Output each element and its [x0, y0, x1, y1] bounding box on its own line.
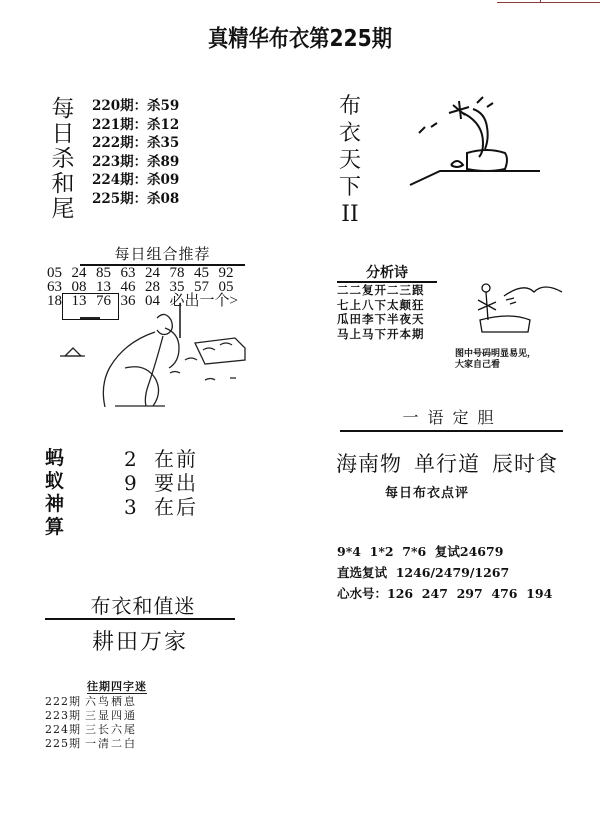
- period: 221期：: [92, 116, 148, 133]
- label-char: 蚁: [45, 470, 65, 492]
- number-picks: [337, 541, 552, 604]
- list-item: [92, 116, 179, 135]
- combo-number: 18: [47, 293, 62, 309]
- combo-number: 63: [47, 279, 62, 295]
- poem-line: 马上马下开本期: [337, 326, 425, 341]
- one-word-heading: 一语定胆: [402, 408, 503, 427]
- top-border-line: [497, 0, 600, 3]
- label-char: 尾: [51, 196, 75, 222]
- combo-note: 必出一个>: [169, 293, 238, 309]
- combo-number: 36: [120, 293, 136, 309]
- daily-kill-label: [50, 97, 76, 222]
- ant-text: 要出: [154, 471, 198, 495]
- list-item: [92, 171, 179, 190]
- label-char: II: [341, 202, 359, 227]
- label-char: 布: [338, 94, 361, 119]
- ant-god-label: [45, 447, 69, 539]
- kill-value: 杀12: [147, 116, 180, 133]
- period: 223期：: [92, 153, 148, 170]
- combo-row: [47, 280, 243, 294]
- buyi-riddle-answer: 耕田万家: [91, 630, 188, 655]
- list-item: [124, 471, 198, 495]
- list-item: [92, 153, 179, 172]
- period: 225期: [45, 737, 81, 750]
- ant-text: 在后: [154, 495, 198, 519]
- combo-number: 13: [96, 279, 111, 295]
- combo-number: 04: [145, 293, 160, 309]
- combo-number: 05: [47, 265, 62, 281]
- combo-number: 92: [218, 265, 234, 281]
- kill-value: 杀09: [147, 172, 180, 188]
- flower-pot-illustration: [474, 280, 569, 335]
- daily-comment-heading: 每日布衣点评: [385, 486, 470, 501]
- period: 222期: [45, 695, 81, 708]
- combo-number: 13: [71, 293, 87, 309]
- label-char: 每: [51, 96, 75, 122]
- list-item: [92, 190, 179, 209]
- list-item: [45, 737, 137, 751]
- label-char: 蚂: [45, 447, 65, 469]
- kill-value: 杀35: [147, 135, 180, 151]
- list-item: [92, 134, 179, 153]
- list-item: [45, 723, 137, 737]
- ant-text: 在前: [154, 447, 198, 471]
- analysis-poem-body: [337, 283, 425, 341]
- label-char: 神: [45, 493, 65, 515]
- pick-line: 直选复试 1246/2479/1267: [337, 565, 510, 580]
- pick-line: 9*4 1*2 7*6 复试24679: [337, 544, 504, 559]
- combo-number: 76: [96, 293, 111, 309]
- label-char: 算: [45, 516, 65, 538]
- label-char: 和: [51, 171, 75, 197]
- label-char: 下: [338, 175, 361, 200]
- poem-note: [455, 349, 536, 371]
- label-char: 衣: [338, 121, 361, 146]
- list-item: [92, 97, 179, 116]
- ant-god-rows: [124, 447, 198, 519]
- combo-number: 08: [71, 279, 87, 295]
- riddle-text: 三长六尾: [85, 723, 137, 736]
- list-item: [45, 695, 137, 709]
- ant-number: 2: [124, 447, 137, 471]
- label-char: 日: [51, 121, 75, 147]
- past-riddle-list: [45, 695, 137, 751]
- kill-value: 杀59: [147, 98, 180, 114]
- list-item: [45, 709, 137, 723]
- page-title: 真精华布衣第225期: [208, 26, 392, 52]
- combo-row: [47, 266, 243, 280]
- kill-value: 杀89: [147, 153, 180, 170]
- clue-word: 辰时食: [492, 452, 558, 476]
- period: 220期：: [92, 98, 148, 114]
- period: 224期：: [92, 172, 148, 188]
- divider: [340, 430, 563, 432]
- daily-combo-heading: 每日组合推荐: [80, 245, 245, 266]
- label-char: 天: [338, 148, 361, 173]
- ant-number: 3: [124, 495, 137, 519]
- period: 225期：: [92, 190, 148, 207]
- combo-number: 78: [169, 265, 185, 281]
- label-char: 杀: [51, 146, 75, 172]
- ant-number: 9: [124, 471, 137, 495]
- combo-number: 35: [169, 279, 185, 295]
- buyi-tianxia-label: [336, 93, 364, 228]
- one-word-clues: [336, 448, 570, 478]
- poem-line: 二二复开二三跟: [337, 283, 425, 297]
- note-line: 大家自己看: [455, 360, 501, 370]
- period: 222期：: [92, 135, 148, 151]
- pick-line: 心水号：126 247 297 476 194: [337, 586, 553, 601]
- scholar-illustration: [45, 298, 250, 408]
- combo-number: 28: [145, 279, 160, 295]
- combo-number: 05: [218, 279, 234, 295]
- combo-number: 85: [96, 265, 111, 281]
- daily-kill-list: [92, 97, 179, 208]
- clue-word: 海南物: [336, 452, 402, 476]
- buyi-riddle-heading: 布衣和值迷: [90, 594, 196, 618]
- clue-word: 单行道: [414, 452, 480, 476]
- combo-number: 24: [71, 265, 87, 281]
- riddle-text: 三显四通: [85, 709, 137, 722]
- kill-value: 杀08: [147, 190, 180, 207]
- top-border-tick: [540, 0, 541, 3]
- divider: [45, 618, 235, 620]
- combo-number: 24: [145, 265, 160, 281]
- combo-number: 46: [120, 279, 136, 295]
- list-item: [124, 495, 198, 519]
- analysis-poem-heading: 分析诗: [337, 265, 437, 283]
- combo-number: 63: [120, 265, 136, 281]
- riddle-text: 一清二白: [85, 737, 137, 750]
- tree-well-illustration: [405, 95, 540, 190]
- poem-line: 七上八下太颠狂: [337, 297, 425, 312]
- list-item: [124, 447, 198, 471]
- period: 223期: [45, 709, 81, 722]
- combo-number: 57: [194, 279, 209, 295]
- riddle-text: 六鸟栖息: [85, 695, 137, 708]
- past-riddle-heading: 往期四字迷: [87, 680, 147, 693]
- note-line: 图中号码明显易见，: [455, 349, 537, 359]
- combo-number: 45: [194, 265, 209, 281]
- poem-line: 瓜田李下半夜天: [337, 312, 425, 326]
- period: 224期: [45, 723, 81, 736]
